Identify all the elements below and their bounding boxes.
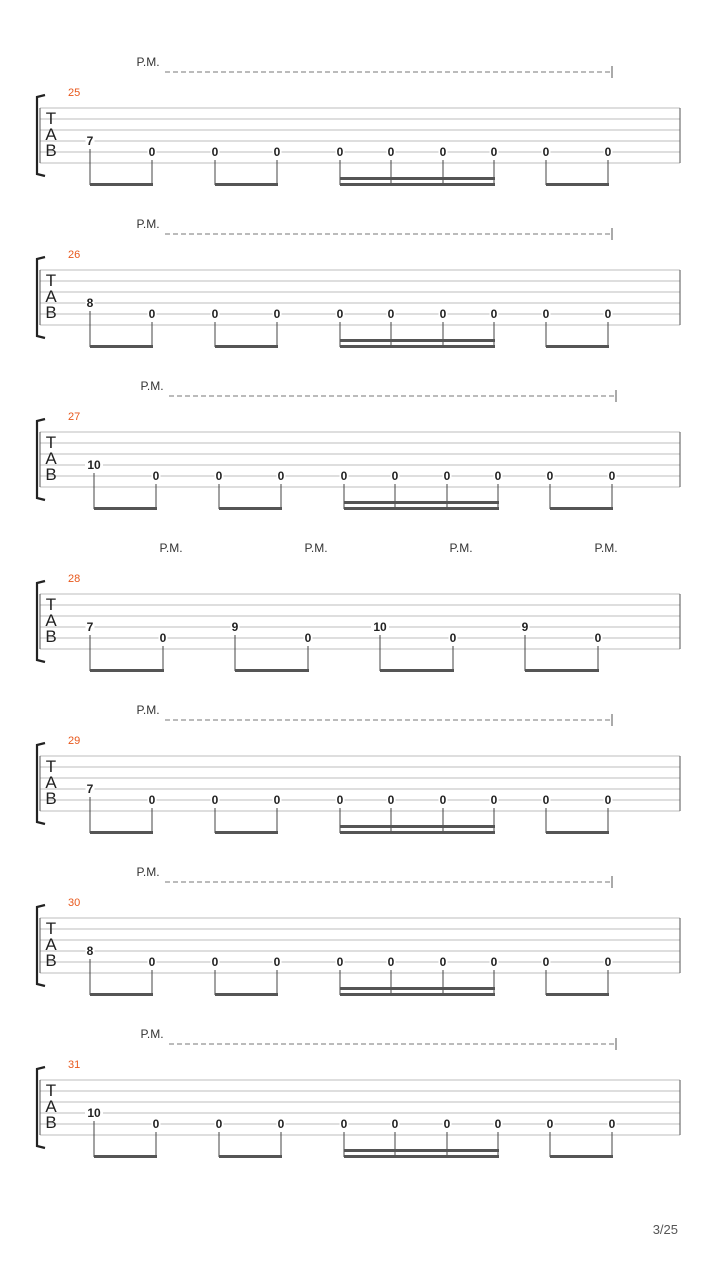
note-beam xyxy=(380,669,454,672)
tab-clef-letter: T xyxy=(45,109,57,128)
tab-clef-letter: B xyxy=(45,465,57,484)
tab-clef-letter: B xyxy=(45,1113,57,1132)
measure-number: 26 xyxy=(68,249,81,261)
fret-number: 0 xyxy=(336,307,344,321)
fret-number: 0 xyxy=(608,469,616,483)
fret-number: 0 xyxy=(490,145,498,159)
fret-number: 0 xyxy=(215,1117,223,1131)
tab-system xyxy=(37,865,680,996)
fret-number: 0 xyxy=(304,631,312,645)
fret-number: 0 xyxy=(152,1117,160,1131)
tab-clef-letter: B xyxy=(45,789,57,808)
note-beam xyxy=(340,831,495,834)
fret-number: 0 xyxy=(604,145,612,159)
note-beam xyxy=(546,993,609,996)
note-beam xyxy=(550,1155,613,1158)
note-beam xyxy=(340,993,495,996)
note-beam xyxy=(94,507,157,510)
palm-mute-label: P.M. xyxy=(140,1027,164,1041)
fret-number: 0 xyxy=(542,793,550,807)
tab-clef-letter: B xyxy=(45,303,57,322)
fret-number: 0 xyxy=(439,145,447,159)
note-beam xyxy=(219,507,282,510)
note-beam xyxy=(215,993,278,996)
fret-number: 0 xyxy=(546,1117,554,1131)
fret-number: 10 xyxy=(87,458,101,472)
fret-number: 0 xyxy=(542,307,550,321)
fret-number: 0 xyxy=(449,631,457,645)
note-beam xyxy=(90,831,153,834)
note-beam xyxy=(546,831,609,834)
fret-number: 0 xyxy=(494,469,502,483)
system-bracket xyxy=(37,95,45,176)
note-beam-secondary xyxy=(340,339,495,342)
note-beam xyxy=(546,183,609,186)
tab-clef-letter: A xyxy=(45,1097,57,1116)
fret-number: 0 xyxy=(211,307,219,321)
fret-number: 0 xyxy=(152,469,160,483)
fret-number: 0 xyxy=(542,145,550,159)
note-beam-secondary xyxy=(344,501,499,504)
tab-clef-letter: T xyxy=(45,757,57,776)
fret-number: 0 xyxy=(277,1117,285,1131)
fret-number: 0 xyxy=(211,793,219,807)
tab-clef-letter: T xyxy=(45,595,57,614)
note-beam xyxy=(90,183,153,186)
fret-number: 0 xyxy=(391,469,399,483)
measure-number: 30 xyxy=(68,897,81,909)
fret-number: 0 xyxy=(336,955,344,969)
palm-mute-label: P.M. xyxy=(136,703,160,717)
fret-number: 0 xyxy=(211,955,219,969)
fret-number: 0 xyxy=(273,145,281,159)
fret-number: 0 xyxy=(336,145,344,159)
note-beam xyxy=(525,669,599,672)
note-beam xyxy=(546,345,609,348)
fret-number: 7 xyxy=(86,782,94,796)
measure-number: 31 xyxy=(68,1059,81,1071)
fret-number: 7 xyxy=(86,620,94,634)
note-beam xyxy=(215,183,278,186)
fret-number: 0 xyxy=(490,955,498,969)
fret-number: 0 xyxy=(211,145,219,159)
tab-system xyxy=(37,55,680,186)
tab-system xyxy=(37,703,680,834)
tab-clef-letter: T xyxy=(45,433,57,452)
system-bracket xyxy=(37,743,45,824)
tab-clef-letter: A xyxy=(45,449,57,468)
fret-number: 0 xyxy=(490,307,498,321)
page-number: 3/25 xyxy=(652,1222,678,1237)
tab-system xyxy=(37,379,680,510)
fret-number: 0 xyxy=(490,793,498,807)
system-bracket xyxy=(37,581,45,662)
note-beam xyxy=(235,669,309,672)
note-beam xyxy=(94,1155,157,1158)
fret-number: 0 xyxy=(273,793,281,807)
palm-mute-label: P.M. xyxy=(136,865,160,879)
note-beam xyxy=(340,183,495,186)
fret-number: 0 xyxy=(604,793,612,807)
measure-number: 28 xyxy=(68,573,81,585)
measure-number: 27 xyxy=(68,411,81,423)
tab-clef-letter: T xyxy=(45,919,57,938)
fret-number: 0 xyxy=(443,1117,451,1131)
fret-number: 0 xyxy=(336,793,344,807)
tab-clef-letter: A xyxy=(45,125,57,144)
tab-system xyxy=(37,541,680,672)
fret-number: 0 xyxy=(608,1117,616,1131)
note-beam xyxy=(215,345,278,348)
fret-number: 0 xyxy=(594,631,602,645)
fret-number: 0 xyxy=(387,955,395,969)
palm-mute-label: P.M. xyxy=(449,541,473,555)
fret-number: 0 xyxy=(439,793,447,807)
fret-number: 0 xyxy=(546,469,554,483)
tab-clef-letter: A xyxy=(45,287,57,306)
system-bracket xyxy=(37,257,45,338)
fret-number: 0 xyxy=(273,955,281,969)
measure-number: 25 xyxy=(68,87,81,99)
fret-number: 0 xyxy=(387,793,395,807)
tab-system xyxy=(37,217,680,348)
palm-mute-label: P.M. xyxy=(136,217,160,231)
fret-number: 0 xyxy=(148,307,156,321)
note-beam xyxy=(215,831,278,834)
fret-number: 10 xyxy=(373,620,387,634)
tab-clef-letter: A xyxy=(45,773,57,792)
palm-mute-label: P.M. xyxy=(159,541,183,555)
system-bracket xyxy=(37,419,45,500)
fret-number: 9 xyxy=(521,620,529,634)
fret-number: 10 xyxy=(87,1106,101,1120)
fret-number: 0 xyxy=(391,1117,399,1131)
tab-clef-letter: T xyxy=(45,271,57,290)
note-beam xyxy=(344,1155,499,1158)
note-beam-secondary xyxy=(344,1149,499,1152)
note-beam xyxy=(90,669,164,672)
fret-number: 0 xyxy=(340,469,348,483)
fret-number: 7 xyxy=(86,134,94,148)
fret-number: 0 xyxy=(604,955,612,969)
system-bracket xyxy=(37,1067,45,1148)
fret-number: 0 xyxy=(340,1117,348,1131)
note-beam-secondary xyxy=(340,825,495,828)
note-beam xyxy=(90,345,153,348)
tab-clef-letter: A xyxy=(45,611,57,630)
fret-number: 8 xyxy=(86,296,94,310)
palm-mute-label: P.M. xyxy=(136,55,160,69)
palm-mute-label: P.M. xyxy=(304,541,328,555)
note-beam-secondary xyxy=(340,177,495,180)
palm-mute-label: P.M. xyxy=(140,379,164,393)
fret-number: 0 xyxy=(387,307,395,321)
fret-number: 0 xyxy=(148,145,156,159)
fret-number: 0 xyxy=(542,955,550,969)
fret-number: 0 xyxy=(215,469,223,483)
fret-number: 0 xyxy=(604,307,612,321)
fret-number: 0 xyxy=(494,1117,502,1131)
note-beam xyxy=(90,993,153,996)
measure-number: 29 xyxy=(68,735,81,747)
fret-number: 9 xyxy=(231,620,239,634)
system-bracket xyxy=(37,905,45,986)
tab-clef-letter: B xyxy=(45,627,57,646)
fret-number: 0 xyxy=(439,955,447,969)
fret-number: 0 xyxy=(387,145,395,159)
note-beam xyxy=(340,345,495,348)
fret-number: 0 xyxy=(148,955,156,969)
note-beam-secondary xyxy=(340,987,495,990)
tab-clef-letter: A xyxy=(45,935,57,954)
palm-mute-label: P.M. xyxy=(594,541,618,555)
tab-clef-letter: B xyxy=(45,141,57,160)
tab-system xyxy=(37,1027,680,1158)
fret-number: 0 xyxy=(443,469,451,483)
fret-number: 0 xyxy=(148,793,156,807)
fret-number: 0 xyxy=(439,307,447,321)
fret-number: 0 xyxy=(159,631,167,645)
tab-clef-letter: B xyxy=(45,951,57,970)
note-beam xyxy=(344,507,499,510)
note-beam xyxy=(219,1155,282,1158)
tab-clef-letter: T xyxy=(45,1081,57,1100)
fret-number: 8 xyxy=(86,944,94,958)
note-beam xyxy=(550,507,613,510)
fret-number: 0 xyxy=(273,307,281,321)
fret-number: 0 xyxy=(277,469,285,483)
